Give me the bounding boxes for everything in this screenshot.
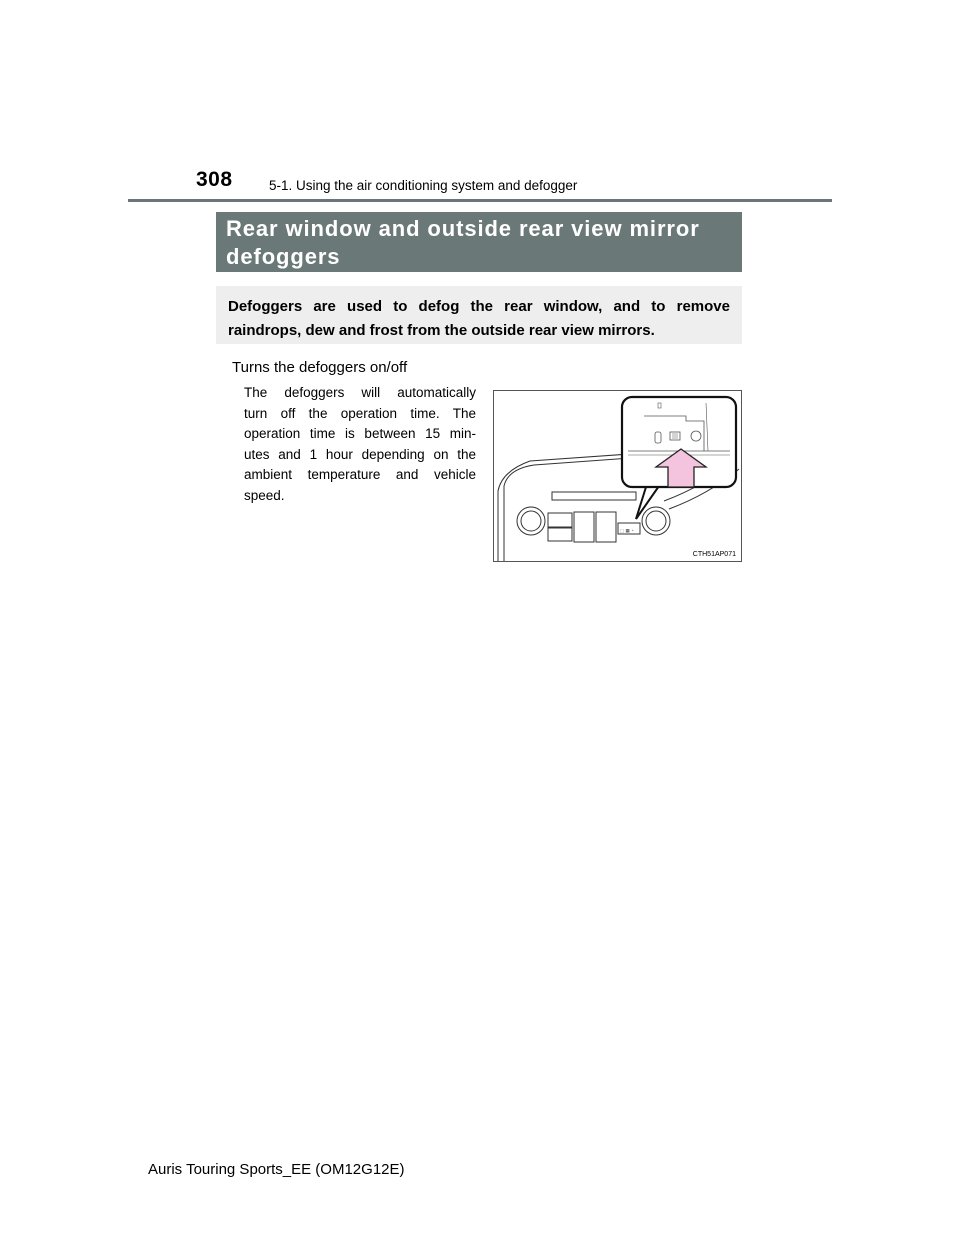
footer-text: Auris Touring Sports_EE (OM12G12E): [148, 1161, 405, 1178]
page-number: 308: [196, 168, 233, 191]
section-title: 5-1. Using the air conditioning system and defogger: [269, 178, 578, 193]
note-line: ambient temperature and vehicle: [244, 467, 476, 483]
note-line: speed.: [244, 487, 285, 503]
figure-code: CTH51AP071: [692, 551, 736, 558]
intro-box: [216, 286, 742, 344]
dashboard-drawing: [494, 391, 742, 562]
note-line: turn off the operation time. The: [244, 405, 476, 421]
note-line: utes and 1 hour depending on the: [244, 446, 476, 462]
note-line: The defoggers will automatically: [244, 385, 476, 400]
dashboard-illustration: [493, 390, 742, 562]
instruction-text: Turns the defoggers on/off: [232, 359, 408, 376]
intro-line-1: Defoggers are used to defog the rear window, and to remove: [228, 298, 730, 315]
svg-text:⬚ ▦ ◔: ⬚ ▦ ◔: [620, 528, 634, 533]
header-divider: [128, 199, 832, 202]
intro-line-2: raindrops, dew and frost from the outside rear view mirrors.: [228, 322, 655, 339]
note-line: operation time is between 15 min-: [244, 426, 476, 442]
note-paragraph: [244, 383, 476, 507]
section-heading: [216, 212, 742, 272]
heading-line-1: Rear window and outside rear view mirror: [226, 216, 700, 241]
heading-line-2: defoggers: [226, 244, 341, 269]
